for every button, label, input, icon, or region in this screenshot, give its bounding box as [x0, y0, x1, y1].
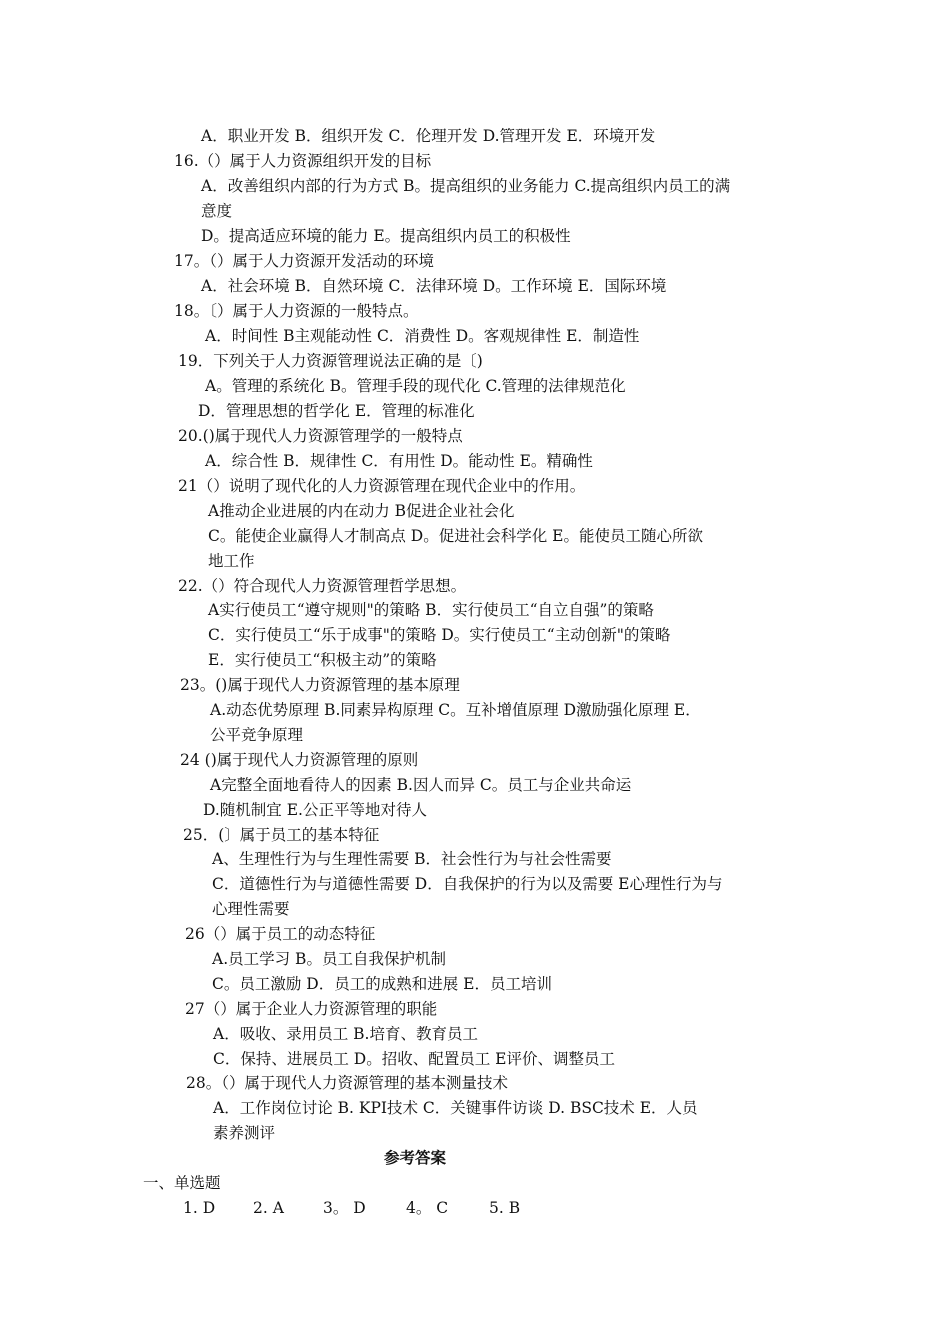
q25-options-line1: A、生理性行为与生理性需要 B．社会性行为与社会性需要 — [212, 850, 612, 868]
answer-2: 2. A — [253, 1199, 284, 1217]
q24-options-line1: A完整全面地看待人的因素 B.因人而异 C。员工与企业共命运 — [210, 776, 632, 794]
q17-options: A．社会环境 B．自然环境 C．法律环境 D。工作环境 E．国际环境 — [201, 277, 667, 295]
q18-question: 18。〔）属于人力资源的一般特点。 — [174, 302, 419, 320]
q21-question: 21（）说明了现代化的人力资源管理在现代企业中的作用。 — [178, 477, 586, 495]
answer-5: 5. B — [489, 1199, 521, 1217]
q15-options: A．职业开发 B．组织开发 C．伦理开发 D.管理开发 E．环境开发 — [201, 127, 656, 145]
q16-options-line2: 意度 — [201, 202, 233, 220]
q22-options-line3: E．实行使员工“积极主动”的策略 — [208, 651, 437, 669]
q17-question: 17。（）属于人力资源开发活动的环境 — [174, 252, 434, 270]
q18-options: A．时间性 B主观能动性 C．消费性 D。客观规律性 E．制造性 — [205, 327, 640, 345]
q25-question: 25．(〕属于员工的基本特征 — [183, 826, 380, 844]
q23-options-line2: 公平竞争原理 — [210, 726, 304, 744]
q16-options-line1: A．改善组织内部的行为方式 B。提高组织的业务能力 C.提高组织内员工的满 — [201, 177, 731, 195]
q28-options-line2: 素养测评 — [213, 1124, 276, 1142]
q19-options-line1: A。管理的系统化 B。管理手段的现代化 C.管理的法律规范化 — [205, 377, 626, 395]
q22-question: 22.（）符合现代人力资源管理哲学思想。 — [178, 577, 467, 595]
q21-options-line3: 地工作 — [208, 552, 255, 570]
q25-options-line3: 心理性需要 — [212, 900, 290, 918]
q27-options-line2: C．保持、进展员工 D。招收、配置员工 E评价、调整员工 — [213, 1050, 615, 1068]
q28-question: 28。（）属于现代人力资源管理的基本测量技术 — [186, 1074, 508, 1092]
q24-question: 24 ()属于现代人力资源管理的原则 — [180, 751, 419, 769]
q23-question: 23。()属于现代人力资源管理的基本原理 — [180, 676, 460, 694]
q26-options-line2: C。员工激励 D．员工的成熟和进展 E．员工培训 — [212, 975, 552, 993]
q24-options-line2: D.随机制宜 E.公正平等地对待人 — [203, 801, 427, 819]
q20-question: 20.()属于现代人力资源管理学的一般特点 — [178, 427, 463, 445]
q26-options-line1: A.员工学习 B。员工自我保护机制 — [212, 950, 446, 968]
q21-options-line1: A推动企业进展的内在动力 B促进企业社会化 — [208, 502, 515, 520]
q16-options-line3: D。提高适应环境的能力 E。提高组织内员工的积极性 — [201, 227, 571, 245]
answer-3: 3。 D — [323, 1199, 366, 1217]
q16-question: 16.（）属于人力资源组织开发的目标 — [174, 152, 432, 170]
answer-4: 4。 C — [406, 1199, 449, 1217]
q25-options-line2: C．道德性行为与道德性需要 D．自我保护的行为以及需要 E心理性行为与 — [212, 875, 723, 893]
q26-question: 26（）属于员工的动态特征 — [185, 925, 376, 943]
q20-options: A．综合性 B．规律性 C．有用性 D。能动性 E。精确性 — [205, 452, 593, 470]
answer-title: 参考答案 — [384, 1148, 447, 1167]
q28-options-line1: A．工作岗位讨论 B. KPI技术 C．关键事件访谈 D. BSC技术 E．人员 — [213, 1099, 698, 1117]
q21-options-line2: C。能使企业赢得人才制高点 D。促进社会科学化 E。能使员工随心所欲 — [208, 527, 703, 545]
q22-options-line2: C．实行使员工“乐于成事"的策略 D。实行使员工“主动创新"的策略 — [208, 626, 671, 644]
q19-question: 19．下列关于人力资源管理说法正确的是〔) — [178, 352, 483, 370]
section-label: 一、单选题 — [143, 1174, 221, 1192]
q23-options-line1: A.动态优势原理 B.同素异构原理 C。互补增值原理 D激励强化原理 E． — [210, 701, 701, 719]
q27-options-line1: A．吸收、录用员工 B.培育、教育员工 — [213, 1025, 478, 1043]
q27-question: 27（）属于企业人力资源管理的职能 — [185, 1000, 438, 1018]
q22-options-line1: A实行使员工“遵守规则"的策略 B．实行使员工“自立自强”的策略 — [208, 601, 654, 619]
answer-1: 1. D — [183, 1199, 216, 1217]
q19-options-line2: D．管理思想的哲学化 E．管理的标准化 — [198, 402, 475, 420]
